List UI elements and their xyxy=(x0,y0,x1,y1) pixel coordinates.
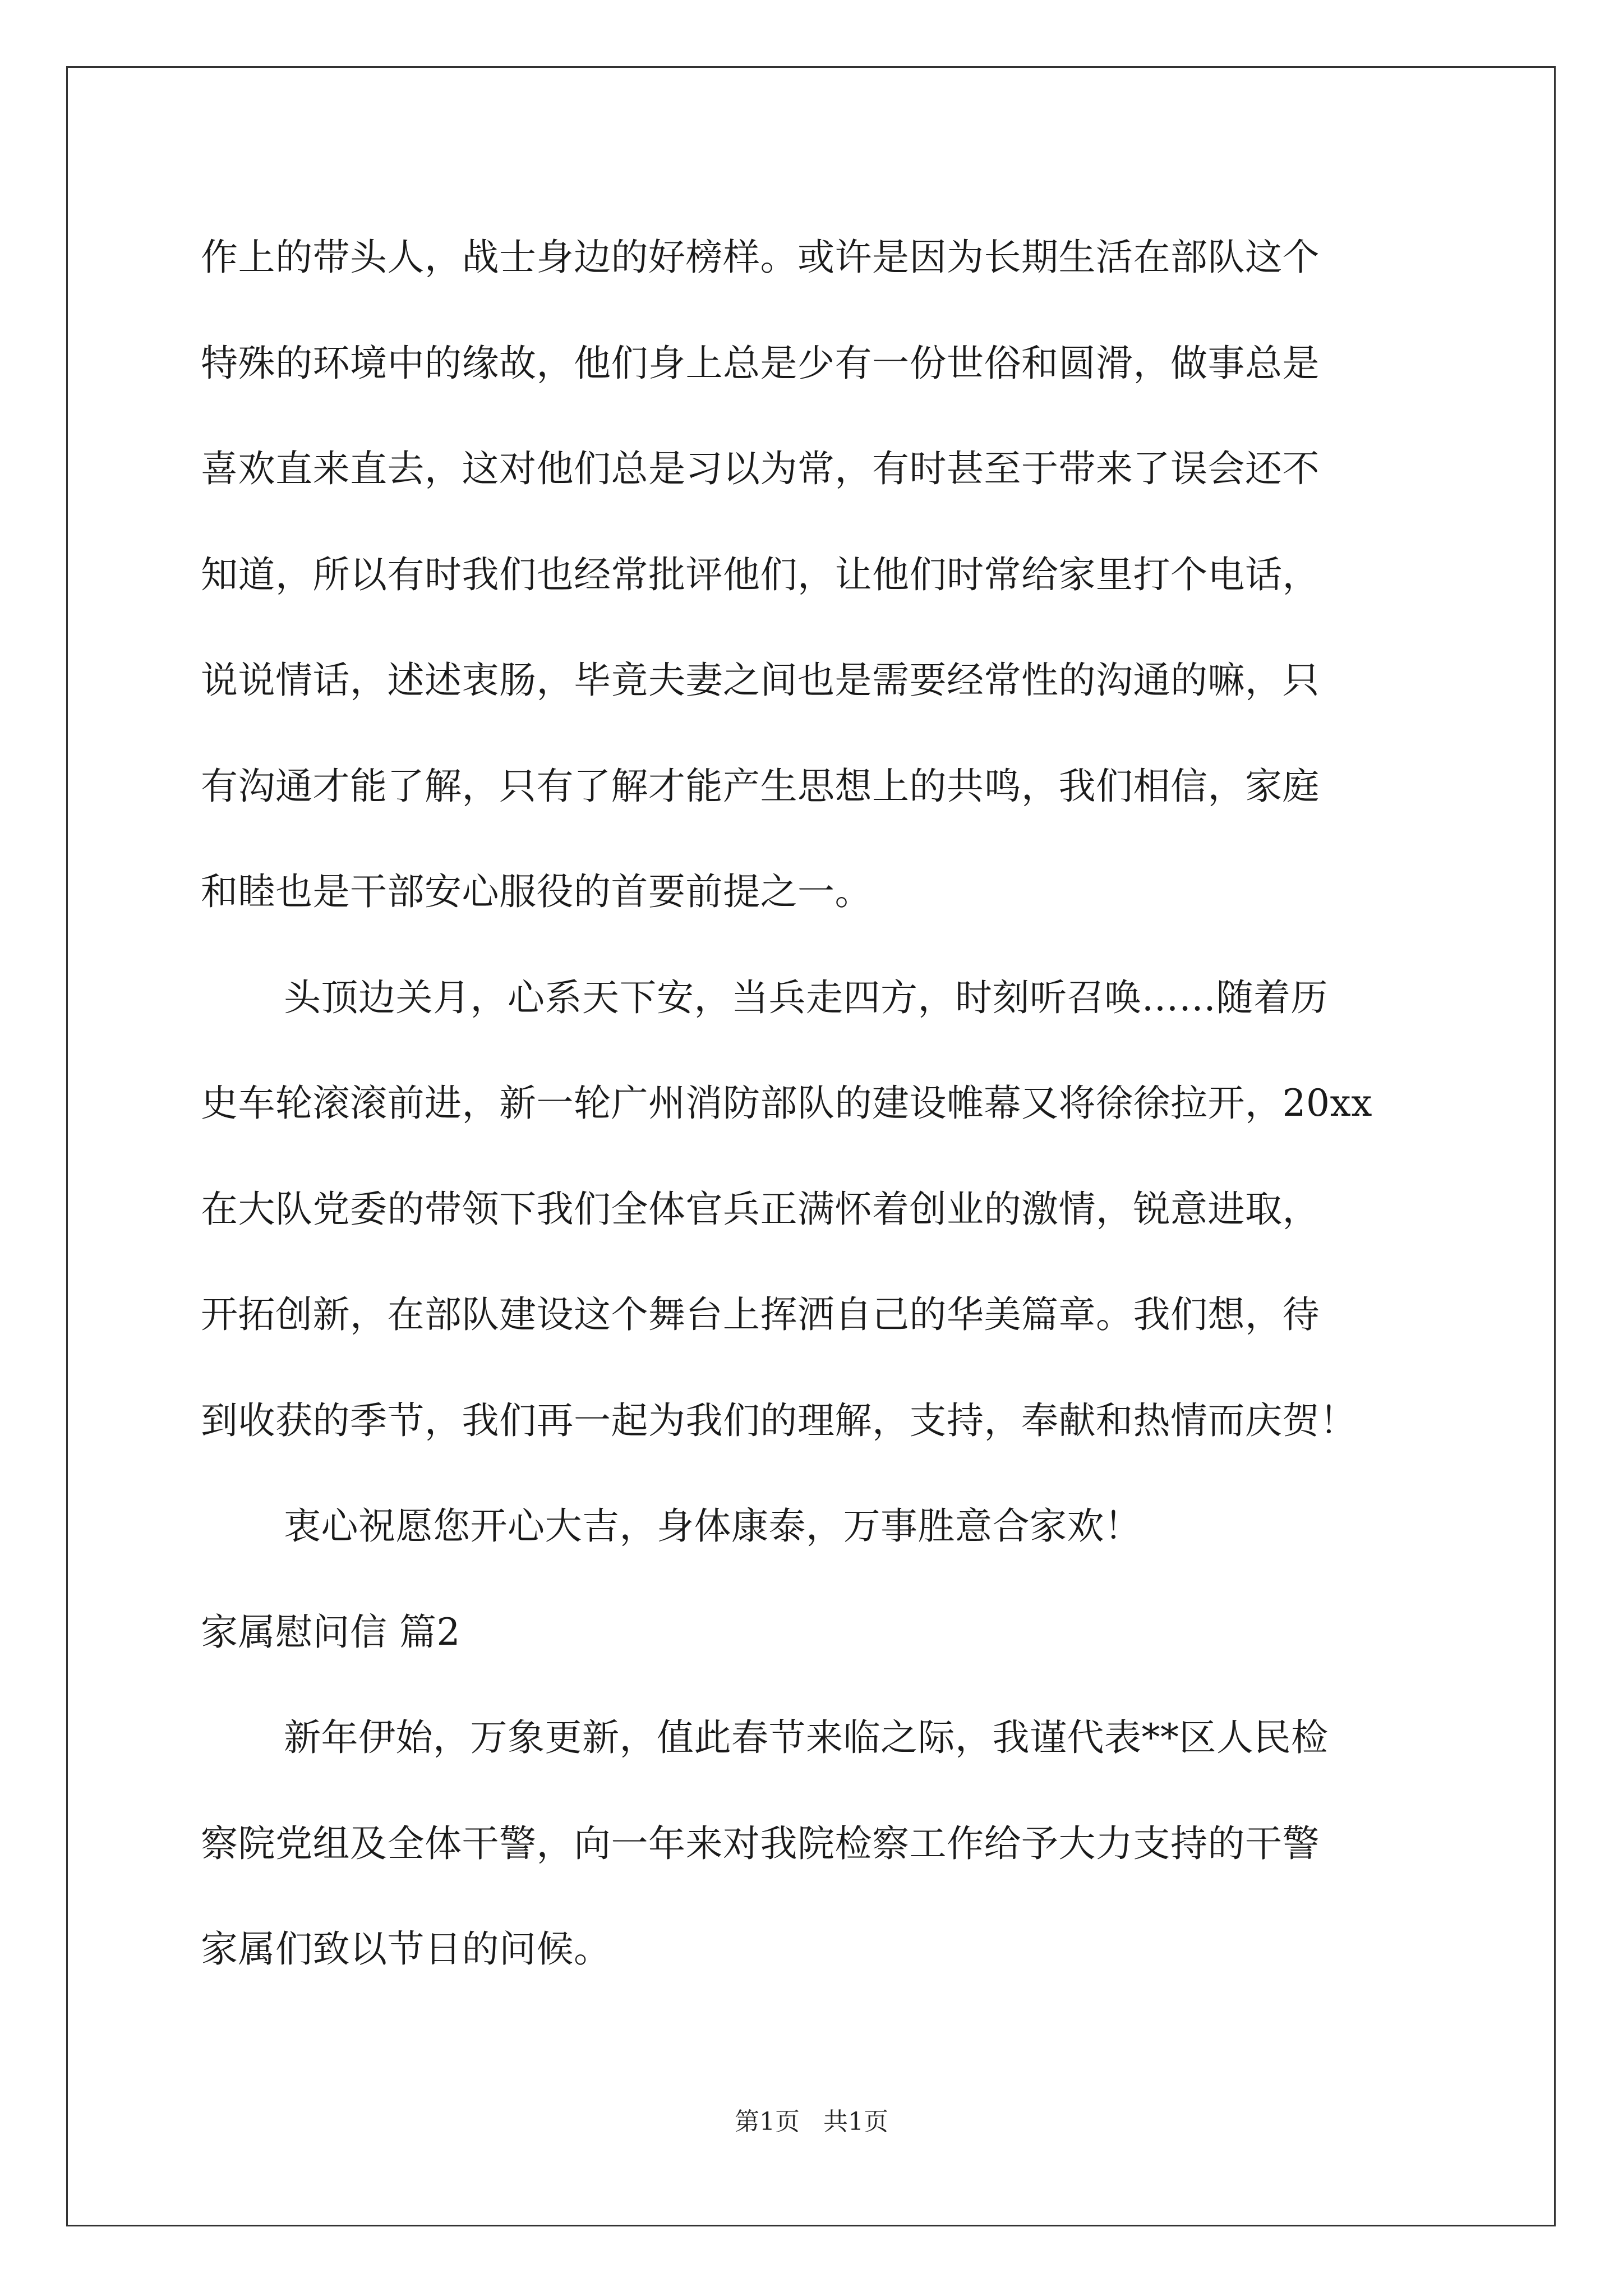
paragraph-start-line: 新年伊始，万象更新，值此春节来临之际，我谨代表**区人民检 xyxy=(284,1716,1329,1759)
body-line: 在大队党委的带领下我们全体官兵正满怀着创业的激情，锐意进取， xyxy=(201,1187,1320,1231)
page-number: 第1页 xyxy=(735,2108,800,2136)
body-line: 喜欢直来直去，这对他们总是习以为常，有时甚至于带来了误会还不 xyxy=(201,447,1320,490)
body-line: 家属们致以节日的问候。 xyxy=(201,1927,611,1971)
body-line: 作上的带头人，战士身边的好榜样。或许是因为长期生活在部队这个 xyxy=(201,236,1320,279)
body-line: 史车轮滚滚前进，新一轮广州消防部队的建设帷幕又将徐徐拉开，20xx xyxy=(201,1082,1372,1125)
body-line: 到收获的季节，我们再一起为我们的理解，支持，奉献和热情而庆贺！ xyxy=(201,1398,1357,1442)
body-line: 特殊的环境中的缘故，他们身上总是少有一份世俗和圆滑，做事总是 xyxy=(201,341,1320,385)
body-line: 开拓创新，在部队建设这个舞台上挥洒自己的华美篇章。我们想，待 xyxy=(201,1293,1320,1336)
section-heading: 家属慰问信 篇2 xyxy=(201,1610,460,1654)
page-footer xyxy=(0,2105,1623,2139)
body-line: 说说情话，述述衷肠，毕竟夫妻之间也是需要经常性的沟通的嘛，只 xyxy=(201,659,1320,702)
paragraph-start-line: 头顶边关月，心系天下安，当兵走四方，时刻听召唤……随着历 xyxy=(284,976,1328,1019)
body-line: 有沟通才能了解，只有了解才能产生思想上的共鸣，我们相信，家庭 xyxy=(201,764,1320,808)
body-line: 和睦也是干部安心服役的首要前提之一。 xyxy=(201,870,872,913)
body-line: 察院党组及全体干警，向一年来对我院检察工作给予大力支持的干警 xyxy=(201,1821,1320,1865)
paragraph-start-line: 衷心祝愿您开心大吉，身体康泰，万事胜意合家欢！ xyxy=(284,1504,1142,1548)
body-line: 知道，所以有时我们也经常批评他们，让他们时常给家里打个电话， xyxy=(201,553,1320,596)
document-body xyxy=(201,205,1435,2003)
page-total: 共1页 xyxy=(823,2108,888,2136)
